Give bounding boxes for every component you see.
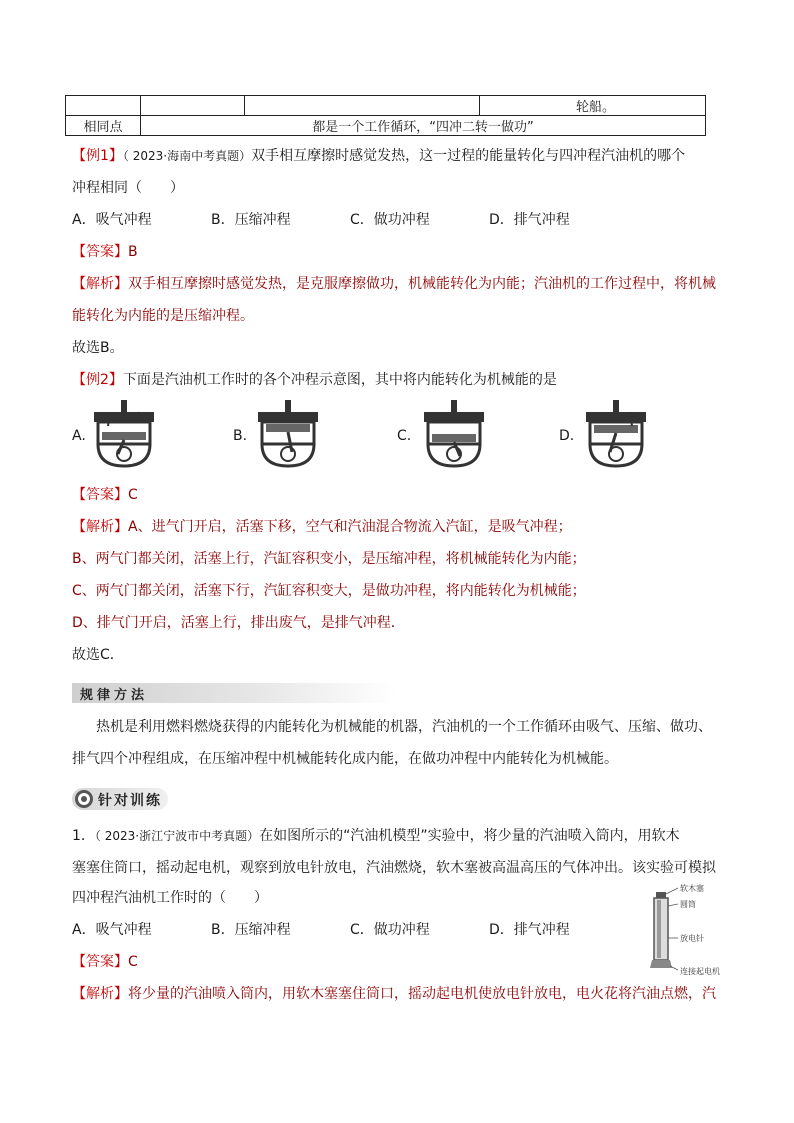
answer-value: B [128, 244, 138, 260]
answer-tag: 【答案】 [72, 244, 128, 260]
method-paragraph-line2: 排气四个冲程组成，在压缩冲程中机械能转化成内能，在做功冲程中内能转化为机械能。 [72, 751, 618, 767]
training-answer [72, 952, 138, 972]
ex1-question-line1 [72, 146, 685, 166]
target-icon [74, 789, 94, 809]
comparison-table [65, 95, 706, 136]
table-cell: 轮船。 [480, 96, 706, 116]
fig-label-cylinder: 圆筒 [680, 900, 696, 909]
ex2-tag: 【例2】 [72, 372, 123, 388]
analysis-text: 双手相互摩擦时感觉发热，是克服摩擦做功，机械能转化为内能；汽油机的工作过程中，将机械 [128, 276, 716, 292]
table-cell: 都是一个工作循环，“四冲二转一做功” [141, 116, 706, 136]
option-c: C．做功冲程 [350, 922, 430, 938]
table-row [66, 116, 706, 136]
training-q1-line1 [72, 826, 680, 846]
answer-value: C [128, 954, 138, 970]
ex2-option-a-label: A. [72, 428, 86, 444]
fig-label-cork: 软木塞 [680, 884, 704, 893]
answer-tag: 【答案】 [72, 487, 128, 503]
option-b: B．压缩冲程 [211, 922, 291, 938]
option-b: B．压缩冲程 [211, 212, 291, 228]
question-number: 1． [72, 828, 95, 844]
q1-text: 在如图所示的“汽油机模型”实验中，将少量的汽油喷入筒内，用软木 [259, 828, 680, 844]
option-d: D．排气冲程 [489, 212, 570, 228]
option-c: C．做功冲程 [350, 212, 430, 228]
engine-model-figure [640, 880, 720, 980]
fig-label-generator: 连接起电机 [680, 967, 720, 976]
method-title: 规律方法 [80, 688, 149, 703]
analysis-tag: 【解析】 [72, 276, 128, 292]
ex1-question-text: 双手相互摩擦时感觉发热，这一过程的能量转化与四冲程汽油机的哪个 [251, 148, 686, 164]
table-cell [245, 96, 480, 116]
training-analysis-line1 [72, 984, 716, 1004]
option-a: A．吸气冲程 [72, 212, 152, 228]
ex2-question [72, 370, 557, 390]
ex1-analysis-line2: 能转化为内能的是压缩冲程。 [72, 308, 254, 324]
ex2-answer [72, 485, 138, 505]
table-row-label: 相同点 [66, 116, 141, 136]
table-row [66, 96, 706, 116]
ex1-question-line2: 冲程相同（ ） [72, 180, 184, 196]
training-options [72, 920, 570, 940]
analysis-text: A、进气门开启，活塞下移，空气和汽油混合物流入汽缸，是吸气冲程； [128, 519, 572, 535]
option-d: D．排气冲程 [489, 922, 570, 938]
fig-label-electrode: 放电针 [680, 934, 704, 943]
ex1-options [72, 210, 570, 230]
ex2-option-b-label: B. [233, 428, 248, 444]
ex1-answer [72, 242, 138, 262]
answer-tag: 【答案】 [72, 954, 128, 970]
ex2-conclusion: 故选C． [72, 647, 124, 663]
analysis-text: 将少量的汽油喷入筒内，用软木塞塞住筒口，摇动起电机使放电针放电，电火花将汽油点燃，汽 [128, 986, 716, 1002]
ex2-question-text: 下面是汽油机工作时的各个冲程示意图，其中将内能转化为机械能的是 [122, 372, 557, 388]
training-title: 针对训练 [98, 793, 162, 809]
ex2-analysis-line2: B、两气门都关闭，活塞上行，汽缸容积变小，是压缩冲程，将机械能转化为内能； [72, 551, 586, 567]
ex1-conclusion: 故选B。 [72, 340, 124, 356]
analysis-tag: 【解析】 [72, 986, 128, 1002]
analysis-tag: 【解析】 [72, 519, 128, 535]
ex1-source: （ 2023·海南中考真题） [122, 149, 252, 163]
ex1-analysis-line1 [72, 274, 716, 294]
answer-value: C [128, 487, 138, 503]
ex1-tag: 【例1】 [72, 148, 123, 164]
method-paragraph-line1: 热机是利用燃料燃烧获得的内能转化为机械能的机器，汽油机的一个工作循环由吸气、压缩、做功、 [96, 719, 712, 735]
ex2-option-d-label: D. [559, 428, 575, 444]
training-q1-line2: 塞塞住筒口，摇动起电机，观察到放电针放电，汽油燃烧，软木塞被高温高压的气体冲出。该实验可模拟 [72, 860, 716, 876]
ex2-analysis-line1 [72, 517, 572, 537]
table-cell [66, 96, 141, 116]
ex2-analysis-line4: D、排气门开启，活塞上行，排出废气，是排气冲程． [72, 615, 405, 631]
table-cell [141, 96, 245, 116]
option-a: A．吸气冲程 [72, 922, 152, 938]
engine-diagram-b [252, 398, 324, 468]
engine-diagram-a [88, 398, 160, 468]
training-q1-line3: 四冲程汽油机工作时的（ ） [72, 890, 268, 906]
ex2-option-c-label: C. [397, 428, 412, 444]
ex2-analysis-line3: C、两气门都关闭，活塞下行，汽缸容积变大，是做功冲程，将内能转化为机械能； [72, 583, 586, 599]
engine-diagram-c [418, 398, 490, 468]
q1-source: （ 2023·浙江宁波市中考真题） [94, 829, 260, 843]
engine-diagram-d [580, 398, 652, 468]
